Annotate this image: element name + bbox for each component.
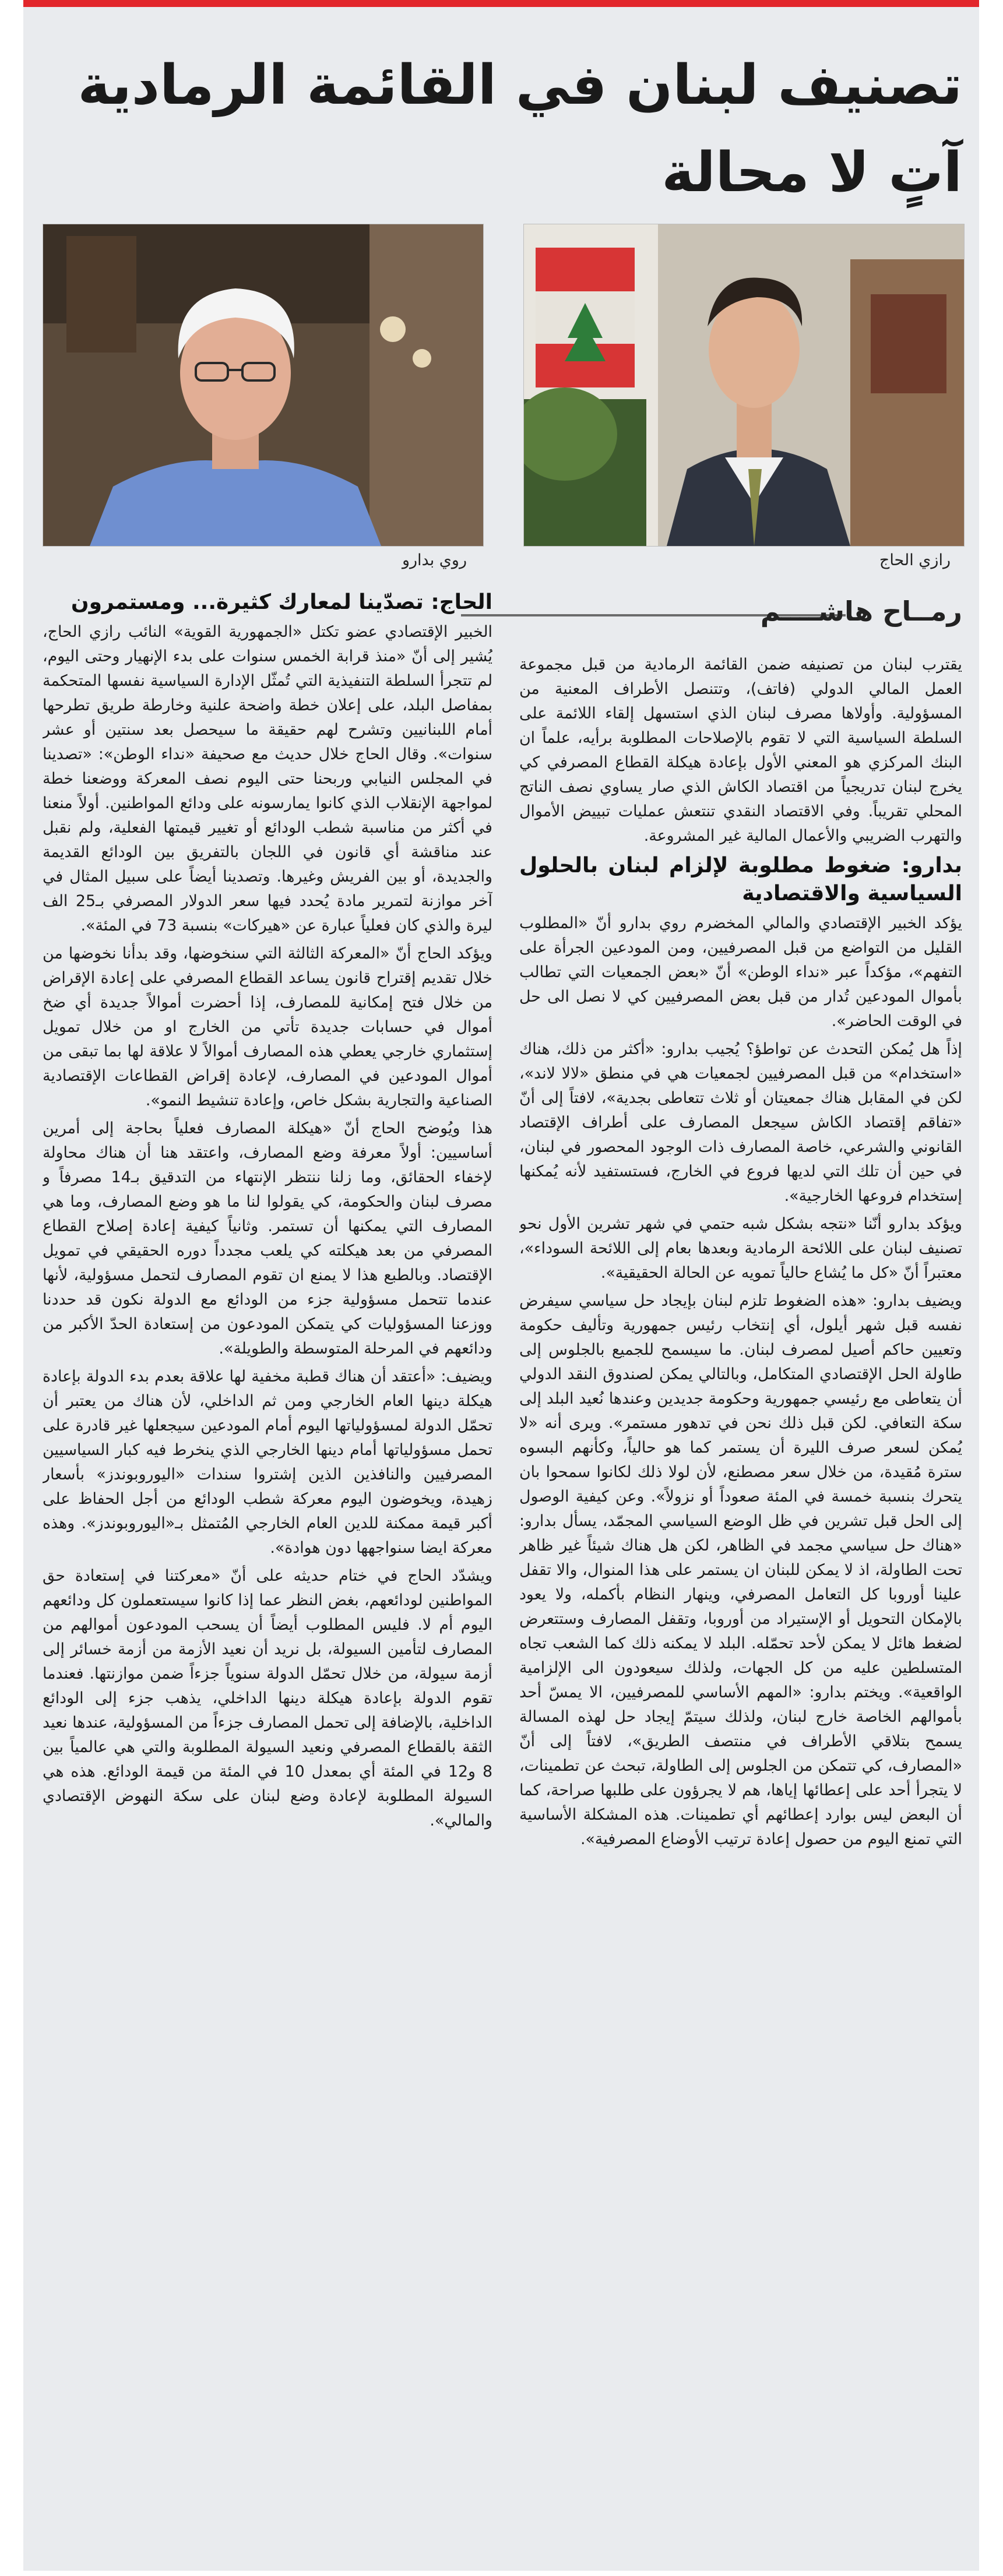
- portrait-razi-icon: [524, 224, 964, 546]
- photo-razi-al-hajj: [523, 224, 965, 547]
- photo-roy-badaro: [43, 224, 484, 547]
- article-paragraph: ويضيف: «أعتقد أن هناك قطبة مخفية لها علاقة بعدم بدء الدولة بإعادة هيكلة دينها العام الخارجي ومن ثم الداخلي، لأن هناك من يعتبر أن تحمّل الدولة لمسؤولياتها اليوم أمام المودعين سيجعلها غير قادرة على تحمل مسؤولياتها أمام دينها الخارجي الذي ينخرط فيه كبار السياسيين المصرفيين والنافذين الذين إشتروا سندات «اليوروبوندز» بأسعار زهيدة، ويخوضون اليوم معركة شطب الودائع من أجل الحفاظ على أكبر قيمة ممكنة للدين العام الخارجي المُتمثل بـ«اليوروبوندز». وهذه معركة ايضا سنواجهها دون هوادة».: [43, 1368, 492, 1557]
- article-paragraph: ويضيف بدارو: «هذه الضغوط تلزم لبنان بإيجاد حل سياسي سيفرض نفسه قبل شهر أيلول، أي إنتخاب رئيس جمهورية وتأليف حكومة وتعيين حاكم أصيل لمصرف لبنان. ما سيسمح للجميع بالجلوس إلى طاولة الحل الإقتصادي المتكامل، وبالتالي يمكن لصندوق النقد الدولي أن يتعاطى مع رئيسي جمهورية وحكومة جديدين وعندها نُعيد البلد إلى سكة التعافي. لكن قبل ذلك نحن في تدهور مستمر». ويرى أنه «لا يُمكن لسعر صرف الليرة أن يستمر كما هو حالياً، وكأنهم البسوه سترة مُقيدة، من خلال سعر مصطنع، لأن لولا ذلك لكانوا سمحوا بان يتحرك بنسبة خمسة في المئة صعوداً أو نزولاً». وعن كيفية الوصول إلى الحل قبل تشرين في ظل الوضع السياسي المجمّد، يسأل بدارو: «هناك حل سياسي مجمد في الظاهر، لكن هل هناك شيئاً غير ظاهر تحت الطاولة، اذ لا يمكن للبنان ان يستمر على هذا المنوال، والا تقفل علينا أوروبا كل التعامل المصرفي، وينهار النظام بأكمله، ولا يعود بالإمكان التحويل أو الإستيراد من أوروبا، وتقفل المصارف وستتعرض لضغط هائل لا يمكن لأحد تحمّله. البلد لا يمكنه ذلك كما الشعب تجاه المتسلطين عليه من كل الجهات، ولذلك سيعودون الى الإلزامية الواقعية». ويختم بدارو: «المهم الأساسي للمصرفيين، الا يمسّ أحد بأموالهم الخاصة خارج لبنان، ولذلك سيتمّ إيجاد حل لهذه المسالة يسمح بتلاقي الأطراف في منتصف الطريق»، لافتاً إلى أنّ «المصارف، كي تتمكن من الجلوس إلى الطاولة، تبحث عن تطمينات، لا يتجرأ أحد على إعطائها إياها، هم لا يجرؤون على طلبها صراحة، كما أن البعض ليس بوارد إعطائهم أي تطمينات. هذه المشكلة الأساسية التي تمنع اليوم من حصول إعادة ترتيب الأوضاع المصرفية».: [519, 1292, 962, 1848]
- article-paragraph: ويؤكد بدارو أنّنا «نتجه بشكل شبه حتمي في شهر تشرين الأول نحو تصنيف لبنان على اللائحة الرمادية وبعدها بعام إلى اللائحة السوداء»، معتبراً أنّ «كل ما يُشاع حالياً تمويه عن الحالة الحقيقية».: [519, 1215, 962, 1282]
- photo-caption-right: رازي الحاج: [879, 551, 951, 569]
- article-column-left: [43, 589, 492, 2552]
- photo-caption-left: روي بدارو: [402, 551, 467, 569]
- article-paragraph: يقترب لبنان من تصنيفه ضمن القائمة الرمادية من قبل مجموعة العمل المالي الدولي (فاتف)، وتتنصل الأطراف المعنية من المسؤولية. وأولاها مصرف لبنان الذي استسهل إلقاء اللائمة على السلطة السياسية التي لا تقوم بالإصلاحات المطلوبة برأيه، علماً ان البنك المركزي هو المعني الأول بإعادة هيكلة القطاع المصرفي كي يخرج لبنان تدريجياً من اقتصاد الكاش الذي صار يساوي نصف الناتج المحلي تقريباً. وفي الاقتصاد النقدي تنتعش عمليات تبييض الأموال والتهرب الضريبي والأعمال المالية غير المشروعة.: [519, 656, 962, 845]
- article-paragraph: يؤكد الخبير الإقتصادي والمالي المخضرم روي بدارو أنّ «المطلوب القليل من التواضع من قبل المصرفيين، ومن المودعين الجرأة على التفهم»، مؤكداً عبر «نداء الوطن» أنّ «بعض الجمعيات التي تطالب بأموال المودعين تُدار من قبل بعض المصرفيين كي لا نصل الى حل في الوقت الحاضر».: [519, 914, 962, 1030]
- byline: [461, 595, 962, 634]
- article-column-right: [519, 653, 962, 2552]
- portrait-roy-icon: [43, 224, 483, 546]
- headline: تصنيف لبنان في القائمة الرمادية آتٍ لا محالة: [78, 54, 962, 205]
- section-subhead: بدارو: ضغوط مطلوبة لإلزام لبنان بالحلول السياسية والاقتصادية: [519, 854, 962, 905]
- byline-author: رمــاح هاشــــم: [760, 595, 962, 627]
- section-subhead: الحاج: تصدّينا لمعارك كثيرة... ومستمرون: [71, 590, 492, 614]
- article-paragraph: إذاً هل يُمكن التحدث عن تواطؤ؟ يُجيب بدارو: «أكثر من ذلك، هناك «استخدام» من قبل المصرفيين لجمعيات هي في منطق «لالا لاند»، لكن في المقابل هناك جمعيتان أو ثلاث تتعاطى بجدية»، لافتاً إلى أنّ «تفاقم إقتصاد الكاش سيجعل المصارف على أطراف الإقتصاد القانوني والشرعي، خاصة المصارف ذات الوجود المحصور في لبنان، في حين أن تلك التي لديها فروع في الخارج، فستستفيد لأنه يُمكنها إستخدام فروعها الخارجية».: [519, 1040, 962, 1205]
- article-paragraph: هذا ويُوضح الحاج أنّ «هيكلة المصارف فعلياً بحاجة إلى أمرين أساسيين: أولاً معرفة وضع المصارف، واعتقد هنا أن هناك محاولة لإخفاء الحقائق، وما زلنا ننتظر الإنتهاء من التدقيق بـ14 مصرفاً و مصرف لبنان والحكومة، كي يقولوا لنا ما هو وضع المصارف، وما هي المصارف التي يمكنها أن تستمر. وثانياً كيفية إعادة إصلاح القطاع المصرفي من بعد هيكلته كي يلعب مجدداً دوره الحقيقي في تمويل الإقتصاد. وبالطبع هذا لا يمنع ان تقوم المصارف لتحمل مسؤولية، لأنها عندما تتحمل مسؤولية جزء من الودائع مع الدولة نكون قد حددنا ووزعنا المسؤوليات كي يتمكن المودعون من إستعادة الحدّ الأكبر من ودائعهم في المرحلة المتوسطة والطويلة».: [43, 1119, 492, 1358]
- article-paragraph: ويشدّد الحاج في ختام حديثه على أنّ «معركتنا في إستعادة حق المواطنين لودائعهم، بغض النظر عما إذا كانوا سيستعملون كل ودائعهم اليوم أم لا. فليس المطلوب أيضاً أن يسحب المودعون أموالهم من المصارف لتأمين السيولة، بل نريد أن نعيد الأزمة من أزمة خسائر إلى أزمة سيولة، من خلال تحمّل الدولة سنوياً جزءاً ضمن موازنتها. فعندما تقوم الدولة بإعادة هيكلة دينها الداخلي، يذهب جزء إلى الودائع الداخلية، بالإضافة إلى تحمل المصارف جزءاً من المسؤولية، عندها نعيد الثقة بالقطاع المصرفي ونعيد السيولة المطلوبة والتي هي عالمياً بين 8 و12 في المئة أي بمعدل 10 في المئة من قيمة الودائع. هذه هي السيولة المطلوبة لإعادة وضع لبنان على سكة النهوض الإقتصادي والمالي».: [43, 1567, 492, 1830]
- article-paragraph: الخبير الإقتصادي عضو تكتل «الجمهورية القوية» النائب رازي الحاج، يُشير إلى أنّ «منذ قرابة الخمس سنوات على بدء الإنهيار وحتى اليوم، لم تتجرأ السلطة التنفيذية التي تُمثّل الإدارة السياسية نفسها المتحكمة بمفاصل البلد، على إعلان خطة واضحة علنية وخارطة طريق تطرحها أمام اللبنانيين وتشرح لهم حقيقة ما سيحصل بعد سنتين أو عشر سنوات». وقال الحاج خلال حديث مع صحيفة «نداء الوطن»: «تصدينا في المجلس النيابي وربحنا حتى اليوم نصف المعركة ووضعنا خطة لمواجهة الإنقلاب الذي كانوا يمارسونه على ودائع المواطنين. أولاً منعنا في أكثر من مناسبة شطب الودائع أو تغيير قيمتها الفعلية، ولم نقبل عند مناقشة أي قانون في اللجان بالتفريق بين الودائع القديمة والجديدة، أو بين الفريش وغيرها. وتصدينا أيضاً على سبيل المثال في آخر موازنة لتمرير مادة يُحدد فيها سعر الدولار المصرفي بـ25 الف ليرة والذي كان فعلياً عبارة عن «هيركات» بنسبة 73 في المئة».: [43, 623, 492, 935]
- red-top-bar: [23, 0, 979, 7]
- article-paragraph: ويؤكد الحاج أنّ «المعركة الثالثة التي سنخوضها، وقد بدأنا نخوضها من خلال تقديم إقتراح قانون يساعد القطاع المصرفي على إعادة الإقراض من خلال فتح إمكانية للمصارف، إذا أحضرت أموالاً جديدة أي ضخ أموال في حسابات جديدة تأتي من الخارج او من خلال تمويل إستثماري خارجي يعطي هذه المصارف أموالاً لا علاقة لها بما تبقى من أموال المودعين في المصارف، لإعادة إقراض القطاعات الإقتصادية الصناعية والتجارية بشكل خاص، وإعادة تنشيط النمو».: [43, 945, 492, 1109]
